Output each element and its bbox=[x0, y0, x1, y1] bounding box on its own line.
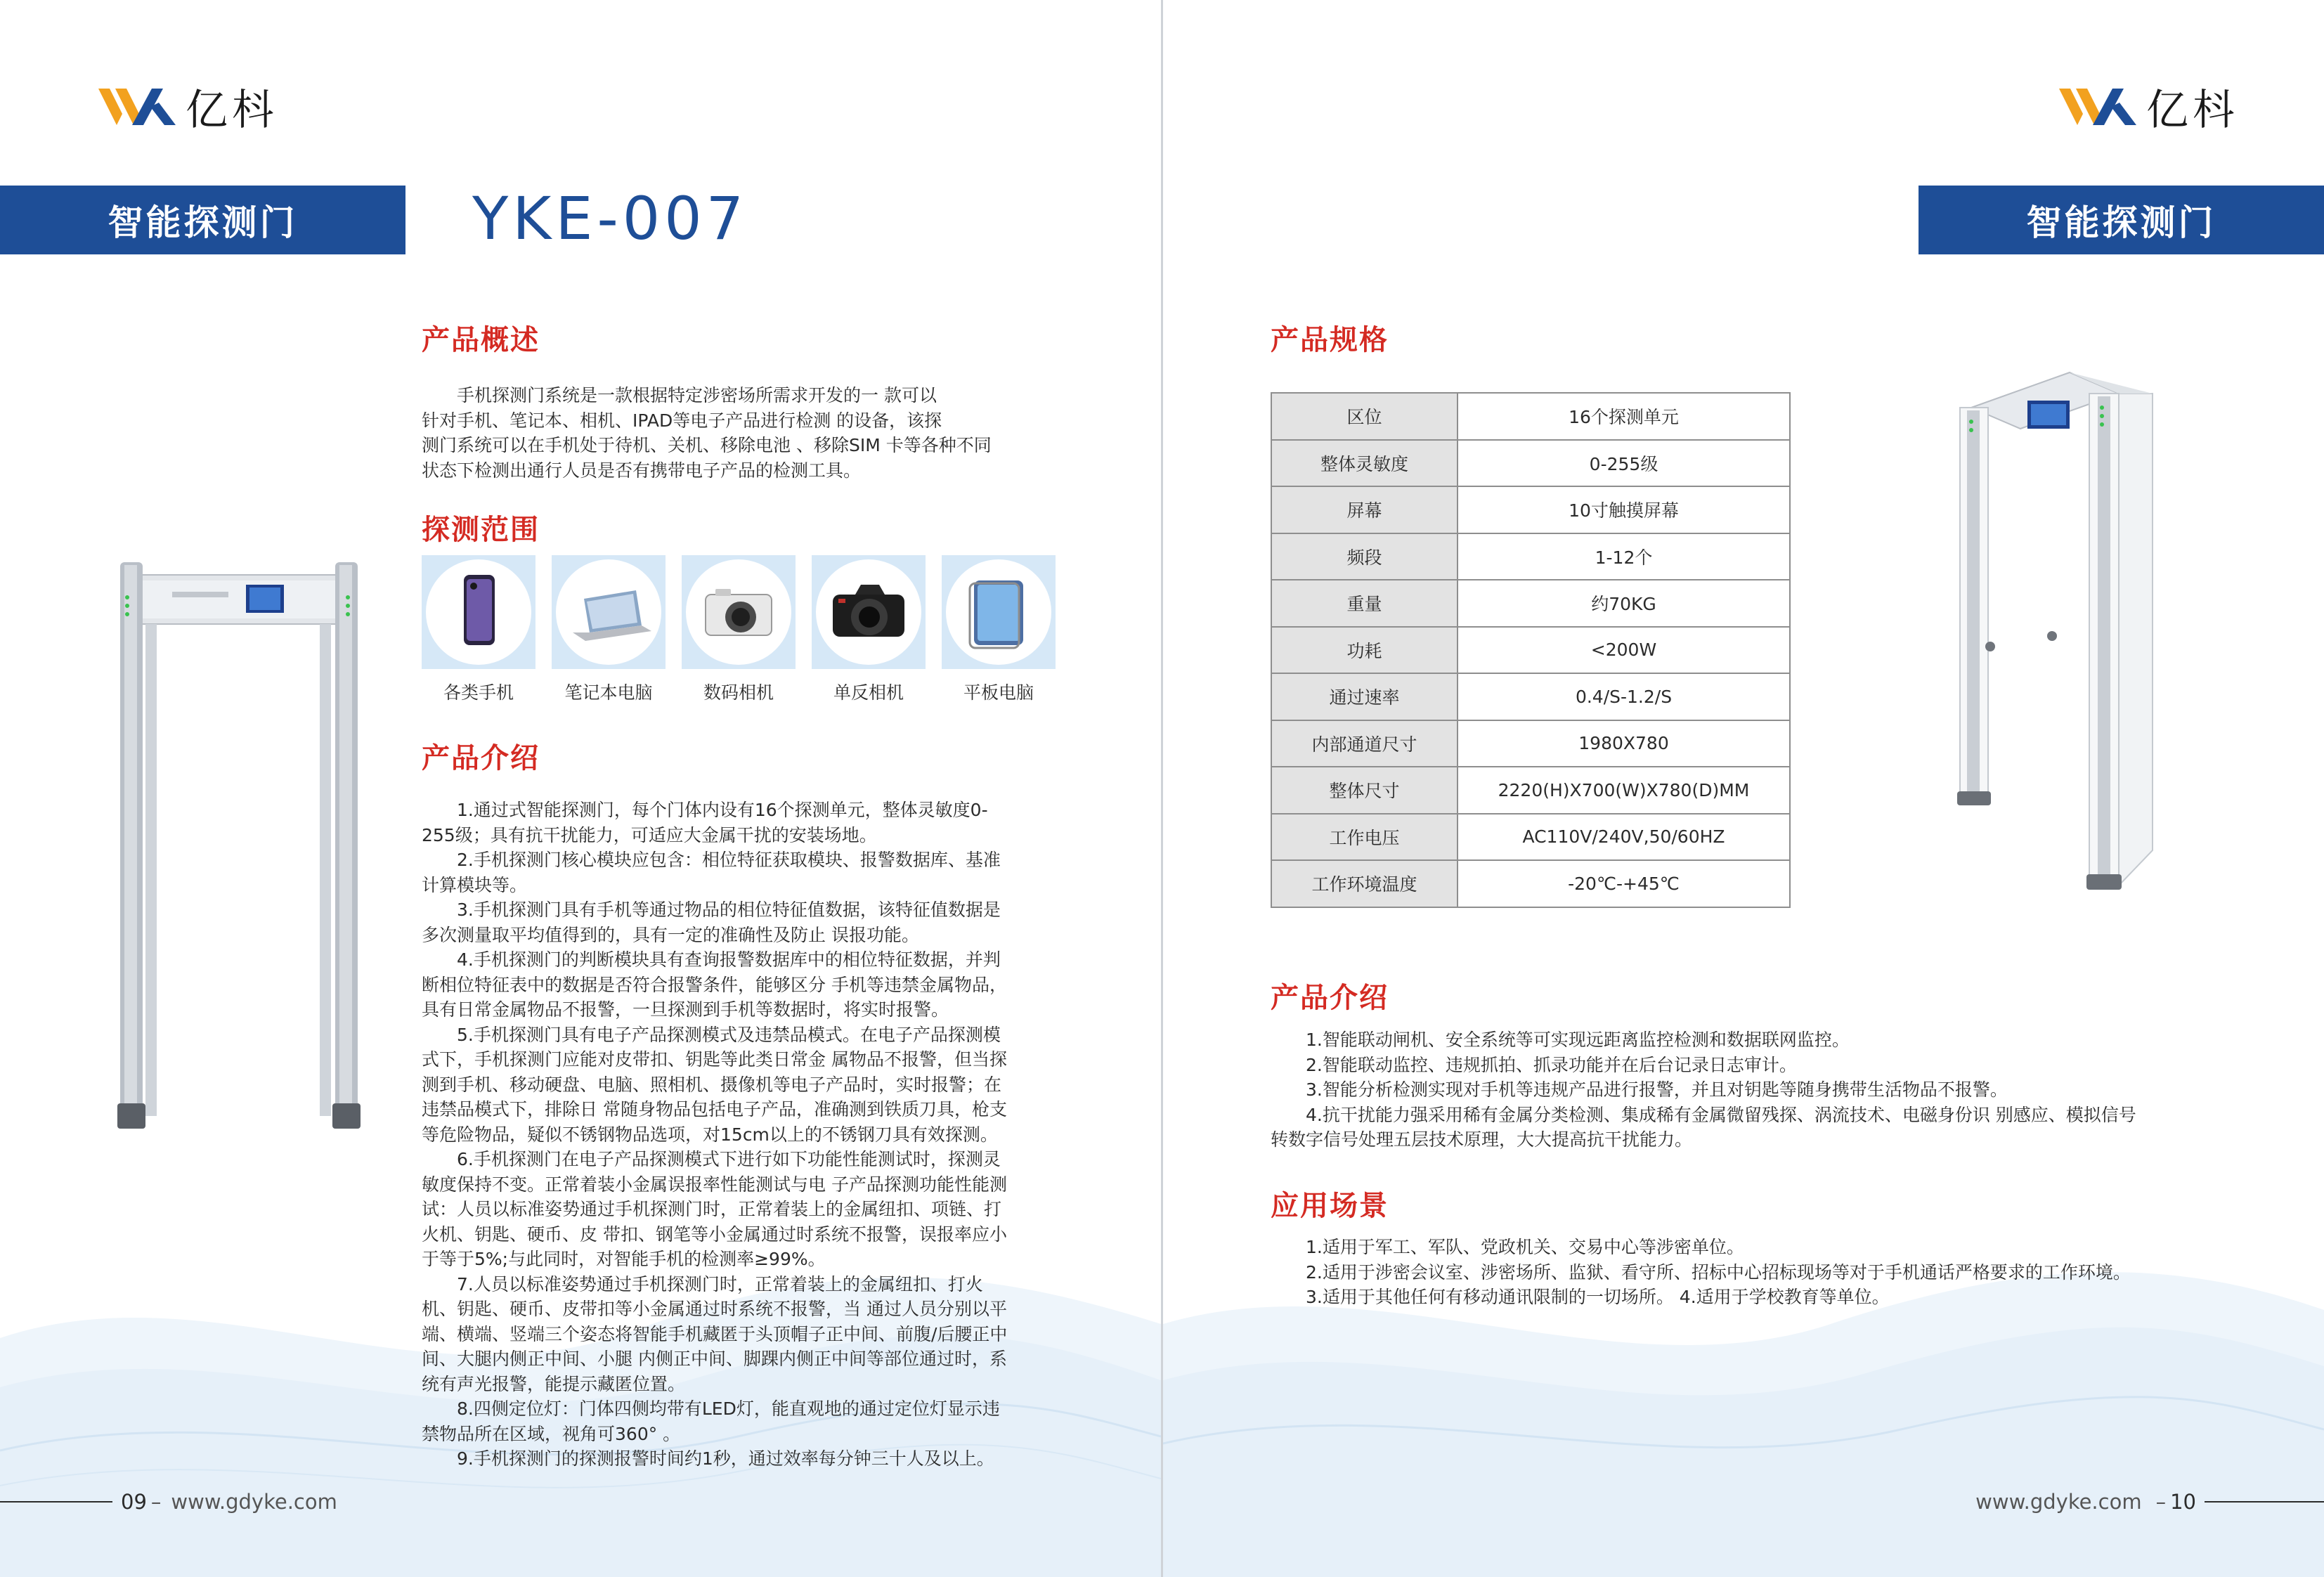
intro-heading: 产品介绍 bbox=[1271, 982, 1389, 1014]
overview-line: 状态下检测出通行人员是否有携带电子产品的检测工具。 bbox=[422, 460, 862, 481]
spec-row bbox=[1271, 533, 1790, 580]
spec-row bbox=[1271, 580, 1790, 627]
smartphone-icon bbox=[422, 555, 535, 669]
page-number: 09 bbox=[121, 1490, 147, 1514]
intro-line: 计算模块等。 bbox=[422, 874, 528, 895]
spec-key: 整体灵敏度 bbox=[1271, 440, 1458, 487]
range-item-label: 各类手机 bbox=[443, 682, 514, 703]
intro-line: 间、大腿内侧正中间、小腿 内侧正中间、脚踝内侧正中间等部位通过时，系 bbox=[422, 1349, 1007, 1369]
intro-line: 于等于5%;与此同时，对智能手机的检测率≥99%。 bbox=[422, 1249, 826, 1269]
spec-key: 整体尺寸 bbox=[1271, 767, 1458, 814]
intro-line: 违禁品模式下，排除日 常随身物品包括电子产品，准确测到铁质刀具，枪支 bbox=[422, 1099, 1007, 1120]
spec-value: 1-12个 bbox=[1458, 533, 1790, 580]
overview-heading: 产品概述 bbox=[422, 324, 540, 356]
spec-row bbox=[1271, 393, 1790, 440]
tablet-icon bbox=[942, 555, 1056, 669]
intro-line: 转数字信号处理五层技术原理，大大提高抗干扰能力。 bbox=[1271, 1129, 1693, 1150]
spec-value: 约70KG bbox=[1458, 580, 1790, 627]
scene-line: 1.适用于军工、军队、党政机关、交易中心等涉密单位。 bbox=[1306, 1237, 1744, 1257]
right-page bbox=[1163, 0, 2324, 1577]
intro-line: 1.智能联动闸机、安全系统等可实现远距离监控检测和数据联网监控。 bbox=[1306, 1030, 1850, 1050]
detection-range-list bbox=[422, 555, 1061, 710]
intro-line: 测到手机、移动硬盘、电脑、照相机、摄像机等电子产品时，实时报警；在 bbox=[422, 1074, 1002, 1095]
range-heading: 探测范围 bbox=[422, 514, 540, 546]
scene-text bbox=[1271, 1235, 2216, 1310]
intro-line: 5.手机探测门具有电子产品探测模式及违禁品模式。在电子产品探测模 bbox=[457, 1024, 1001, 1045]
spec-key: 功耗 bbox=[1271, 627, 1458, 674]
spec-key: 屏幕 bbox=[1271, 486, 1458, 533]
range-item-label: 数码相机 bbox=[703, 682, 774, 703]
spec-row bbox=[1271, 627, 1790, 674]
range-item bbox=[942, 555, 1056, 704]
spec-value: 16个探测单元 bbox=[1458, 393, 1790, 440]
brand-logo bbox=[2059, 79, 2239, 135]
intro-line: 统有声光报警，能提示藏匿位置。 bbox=[422, 1373, 686, 1394]
range-item bbox=[682, 555, 796, 704]
spec-value: -20℃-+45℃ bbox=[1458, 860, 1790, 907]
intro-line: 3.智能分析检测实现对手机等违规产品进行报警，并且对钥匙等随身携带生活物品不报警。 bbox=[1306, 1079, 2008, 1100]
section-banner: 智能探测门 bbox=[1919, 186, 2324, 254]
overview-line: 手机探测门系统是一款根据特定涉密场所需求开发的一 款可以 bbox=[457, 385, 937, 405]
brand-logo bbox=[98, 79, 278, 135]
spec-row bbox=[1271, 767, 1790, 814]
range-item bbox=[552, 555, 666, 704]
footer-url[interactable]: www.gdyke.com bbox=[1975, 1490, 2142, 1514]
intro-heading: 产品介绍 bbox=[422, 742, 540, 774]
spec-key: 区位 bbox=[1271, 393, 1458, 440]
spec-row bbox=[1271, 814, 1790, 861]
intro-line: 3.手机探测门具有手机等通过物品的相位特征值数据，该特征值数据是 bbox=[457, 900, 1001, 920]
intro-line: 断相位特征表中的数据是否符合报警条件，能够区分 手机等违禁金属物品， bbox=[422, 974, 1007, 995]
intro-line: 1.通过式智能探测门，每个门体内设有16个探测单元，整体灵敏度0- bbox=[457, 800, 988, 820]
spec-value: 1980X780 bbox=[1458, 720, 1790, 767]
intro-line: 机、钥匙、硬币、皮带扣等小金属通过时系统不报警，当 通过人员分别以平 bbox=[422, 1299, 1007, 1319]
spec-value: 10寸触摸屏幕 bbox=[1458, 486, 1790, 533]
intro-line: 2.智能联动监控、违规抓拍、抓录功能并在后台记录日志审计。 bbox=[1306, 1054, 1797, 1075]
spec-key: 工作环境温度 bbox=[1271, 860, 1458, 907]
intro-line: 7.人员以标准姿势通过手机探测门时，正常着装上的金属纽扣、打火 bbox=[457, 1273, 983, 1294]
spec-value: AC110V/240V,50/60HZ bbox=[1458, 814, 1790, 861]
page-footer: 09 – www.gdyke.com bbox=[0, 1490, 379, 1514]
range-item-label: 笔记本电脑 bbox=[564, 682, 653, 703]
section-banner: 智能探测门 bbox=[0, 186, 405, 254]
intro-line: 多次测量取平均值得到的，具有一定的准确性及防止 误报功能。 bbox=[422, 924, 919, 945]
intro-line: 式下，手机探测门应能对皮带扣、钥匙等此类日常金 属物品不报警，但当探 bbox=[422, 1049, 1007, 1070]
scene-line: 3.适用于其他任何有移动通讯限制的一切场所。 4.适用于学校教育等单位。 bbox=[1306, 1287, 1890, 1307]
range-item-label: 单反相机 bbox=[833, 682, 904, 703]
intro-line: 敏度保持不变。正常着装小金属误报率性能测试与电 子产品探测功能性能测 bbox=[422, 1174, 1007, 1195]
intro-line: 端、横端、竖端三个姿态将智能手机藏匿于头顶帽子正中间、前腹/后腰正中 bbox=[422, 1323, 1008, 1344]
yk-logo-icon bbox=[2059, 86, 2136, 128]
spec-value: 0-255级 bbox=[1458, 440, 1790, 487]
intro-line: 255级；具有抗干扰能力，可适应大金属干扰的安装场地。 bbox=[422, 824, 877, 845]
intro-line: 火机、钥匙、硬币、皮 带扣、钢笔等小金属通过时系统不报警，误报率应小 bbox=[422, 1224, 1007, 1245]
spec-table bbox=[1271, 392, 1791, 908]
dslr-camera-icon bbox=[812, 555, 926, 669]
overview-line: 测门系统可以在手机处于待机、关机、移除电池 、移除SIM 卡等各种不同 bbox=[422, 435, 992, 455]
intro-line: 8.四侧定位灯：门体四侧均带有LED灯，能直观地的通过定位灯显示违 bbox=[457, 1398, 1000, 1419]
page-number: 10 bbox=[2170, 1490, 2196, 1514]
intro-line: 4.抗干扰能力强采用稀有金属分类检测、集成稀有金属微留残探、涡流技术、电磁身份识 别感应、模拟信号 bbox=[1306, 1104, 2136, 1125]
detector-gate-image bbox=[1929, 365, 2175, 893]
spec-value: 2220(H)X700(W)X780(D)MM bbox=[1458, 767, 1790, 814]
spec-value: 0.4/S-1.2/S bbox=[1458, 673, 1790, 720]
footer-url[interactable]: www.gdyke.com bbox=[171, 1490, 337, 1514]
intro-line: 9.手机探测门的探测报警时间约1秒，通过效率每分钟三十人及以上。 bbox=[457, 1448, 994, 1469]
spec-row bbox=[1271, 486, 1790, 533]
range-item-label: 平板电脑 bbox=[963, 682, 1034, 703]
intro-line: 具有日常金属物品不报警，一旦探测到手机等数据时，将实时报警。 bbox=[422, 999, 949, 1020]
left-page bbox=[0, 0, 1161, 1577]
overview-text bbox=[422, 383, 1044, 483]
spec-key: 通过速率 bbox=[1271, 673, 1458, 720]
spec-row bbox=[1271, 720, 1790, 767]
brand-name: 亿枓 bbox=[2146, 86, 2239, 135]
yk-logo-icon bbox=[98, 86, 176, 128]
intro-line: 2.手机探测门核心模块应包含：相位特征获取模块、报警数据库、基准 bbox=[457, 850, 1001, 870]
spec-value: <200W bbox=[1458, 627, 1790, 674]
scene-heading: 应用场景 bbox=[1271, 1190, 1389, 1222]
spec-key: 内部通道尺寸 bbox=[1271, 720, 1458, 767]
spec-key: 频段 bbox=[1271, 533, 1458, 580]
intro-text bbox=[1271, 1027, 2216, 1153]
spec-row bbox=[1271, 440, 1790, 487]
intro-line: 禁物品所在区域，视角可360° 。 bbox=[422, 1423, 681, 1444]
spec-key: 工作电压 bbox=[1271, 814, 1458, 861]
range-item bbox=[422, 555, 535, 704]
detector-gate-image bbox=[109, 555, 369, 1146]
model-number: YKE-007 bbox=[472, 184, 748, 253]
intro-line: 试：人员以标准姿势通过手机探测门时，正常着装上的金属纽扣、项链、打 bbox=[422, 1199, 1002, 1219]
intro-line: 等危险物品，疑似不锈钢物品选项，对15cm以上的不锈钢刀具有效探测。 bbox=[422, 1124, 998, 1145]
overview-line: 针对手机、笔记本、相机、IPAD等电子产品进行检测 的设备，该探 bbox=[422, 410, 942, 431]
laptop-icon bbox=[552, 555, 666, 669]
spec-row bbox=[1271, 673, 1790, 720]
intro-line: 4.手机探测门的判断模块具有查询报警数据库中的相位特征数据，并判 bbox=[457, 949, 1001, 970]
digital-camera-icon bbox=[682, 555, 796, 669]
range-item bbox=[812, 555, 926, 704]
intro-line: 6.手机探测门在电子产品探测模式下进行如下功能性能测试时，探测灵 bbox=[457, 1149, 1001, 1169]
page-footer: www.gdyke.com – 10 bbox=[1975, 1490, 2324, 1514]
scene-line: 2.适用于涉密会议室、涉密场所、监狱、看守所、招标中心招标现场等对于手机通话严格要求的工作环境。 bbox=[1306, 1261, 2131, 1283]
spec-row bbox=[1271, 860, 1790, 907]
brand-name: 亿枓 bbox=[186, 86, 278, 135]
intro-text bbox=[422, 798, 1046, 1472]
spec-key: 重量 bbox=[1271, 580, 1458, 627]
spec-heading: 产品规格 bbox=[1271, 324, 1389, 356]
